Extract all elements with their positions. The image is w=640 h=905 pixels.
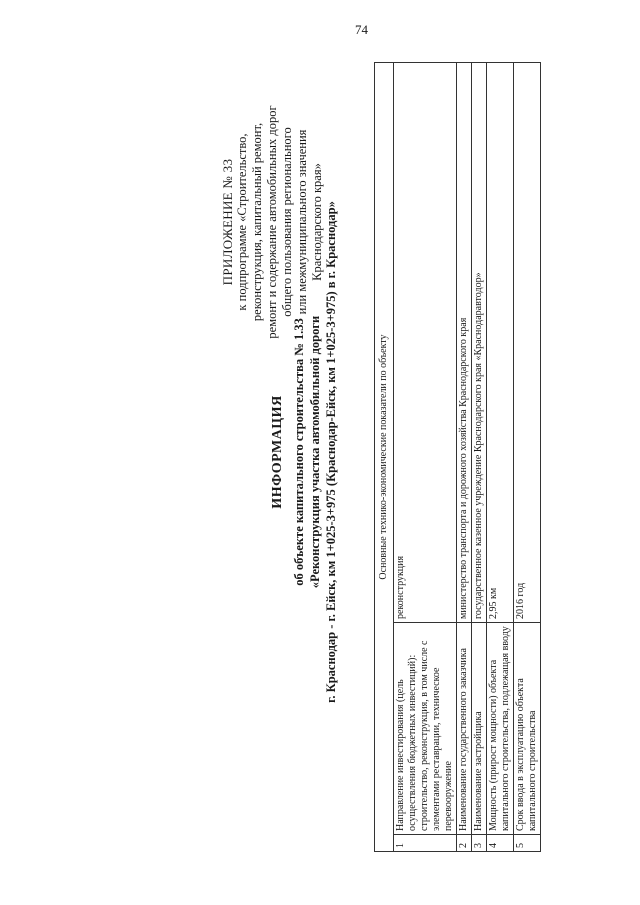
row-number: 5 [514, 835, 541, 852]
row-indicator: Направление инвестирования (цель осуществления бюджетных инвестиций): строительство, реконструкция, в том числе с элементами реставрации, техническое перевооружение [394, 623, 457, 835]
rotated-content [110, 22, 538, 882]
appendix-number: ПРИЛОЖЕНИЕ № 33 [220, 158, 235, 286]
title-heading: ИНФОРМАЦИЯ [270, 395, 285, 509]
row-indicator: Срок ввода в эксплуатацию объекта капитального строительства [514, 623, 541, 835]
indicators-table [374, 62, 541, 852]
table-row [487, 63, 514, 852]
table-row [472, 63, 487, 852]
row-indicator: Наименование застройщика [472, 623, 487, 835]
row-value: 2016 год [514, 63, 541, 623]
page-number: 74 [355, 22, 368, 37]
table-caption: Основные технико-экономические показатели по объекту [375, 63, 394, 852]
table-row [394, 63, 457, 852]
appendix-line: к подпрограмме «Строительство, [235, 133, 249, 311]
row-number: 1 [394, 835, 457, 852]
row-number: 3 [472, 835, 487, 852]
appendix-line: Краснодарского края» [310, 163, 324, 281]
appendix-line: или межмуниципального значения [295, 129, 309, 315]
table-row [514, 63, 541, 852]
document-title [270, 22, 339, 882]
title-line: об объекте капитального строительства № 1.33 [292, 318, 306, 586]
row-indicator: Мощность (прирост мощности) объекта капитального строительства, подлежащая вводу [487, 623, 514, 835]
row-value: реконструкция [394, 63, 457, 623]
table-row [457, 63, 472, 852]
title-line: г. Краснодар - г. Ейск, км 1+025-3+975 (Краснодар-Ейск, км 1+025-3+975) в г. Краснодар» [324, 201, 338, 703]
appendix-line: общего пользования регионального [280, 127, 294, 317]
title-line: «Реконструкция участка автомобильной дороги [308, 315, 322, 589]
row-indicator: Наименование государственного заказчика [457, 623, 472, 835]
row-number: 2 [457, 835, 472, 852]
appendix-line: реконструкция, капитальный ремонт, [250, 122, 264, 322]
appendix-line: ремонт и содержание автомобильных дорог [265, 105, 279, 339]
row-value: государственное казенное учреждение Краснодарского края «Краснодаравтодор» [472, 63, 487, 623]
row-value: министерство транспорта и дорожного хозяйства Краснодарского края [457, 63, 472, 623]
row-value: 2,95 км [487, 63, 514, 623]
row-number: 4 [487, 835, 514, 852]
